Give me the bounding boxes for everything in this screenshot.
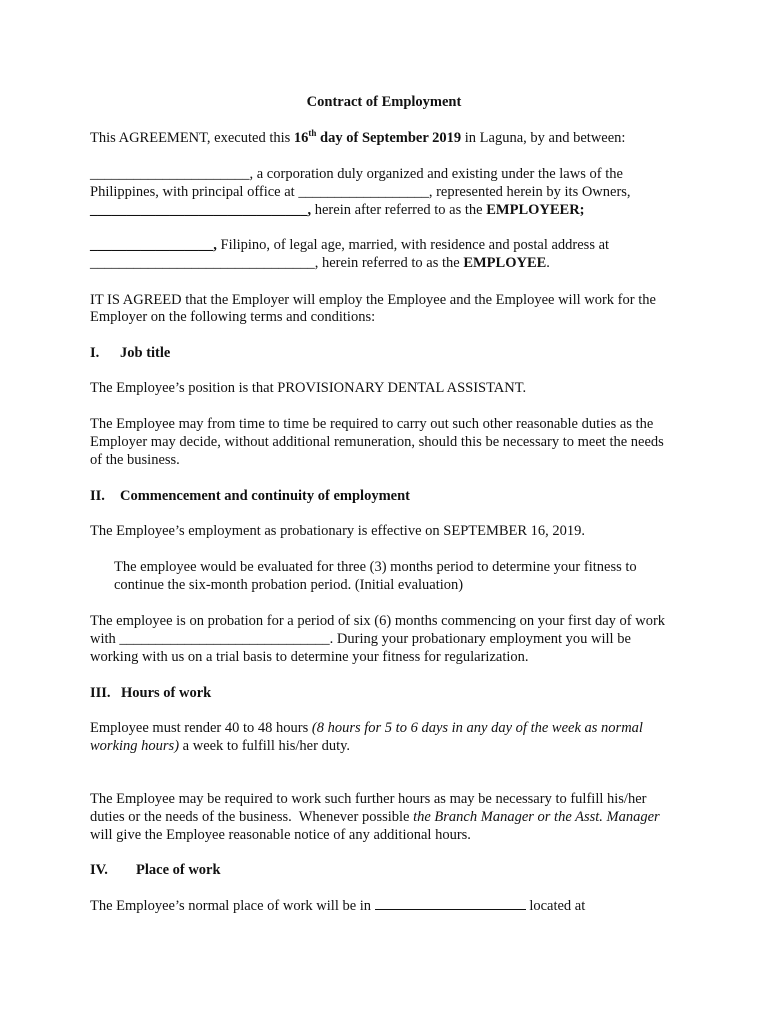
section-3-paragraph-2-line-1: The Employee may be required to work such further hours as may be necessary to fulfill his/her xyxy=(90,791,647,807)
employer-line-3 xyxy=(90,201,585,219)
intro-suffix: in Laguna, by and between: xyxy=(461,130,626,146)
agreed-line-1: IT IS AGREED that the Employer will employ the Employee and the Employee will work for the xyxy=(90,292,656,308)
intro-day-suffix: th xyxy=(308,128,317,139)
document-title: Contract of Employment xyxy=(306,94,462,110)
section-4-heading: Place of work xyxy=(136,862,221,878)
section-2-heading: Commencement and continuity of employment xyxy=(120,488,410,504)
employee-line-1 xyxy=(90,236,609,254)
employer-referred-text: herein after referred to as the xyxy=(311,202,487,218)
section-1-paragraph-1: The Employee’s position is that PROVISIONARY DENTAL ASSISTANT. xyxy=(90,380,527,396)
section-3-paragraph-2-line-2 xyxy=(90,808,660,826)
hours-duty: a week to fulfill his/her duty. xyxy=(179,738,351,754)
place-of-work-located: located at xyxy=(525,898,586,914)
section-1-paragraph-2-line-3: of the business. xyxy=(90,452,180,468)
section-3-heading: Hours of work xyxy=(121,685,212,701)
manager-reference: the Branch Manager or the Asst. Manager xyxy=(413,809,660,825)
section-1-heading: Job title xyxy=(120,345,171,361)
section-4-number: IV. xyxy=(90,862,108,878)
section-3-paragraph-1-line-1 xyxy=(90,719,643,737)
employee-description: Filipino, of legal age, married, with residence and postal address at xyxy=(216,237,610,253)
section-3-number: III. xyxy=(90,685,111,701)
intro-day: 16 xyxy=(293,130,309,146)
employee-label: EMPLOYEE xyxy=(463,255,547,271)
intro-date: day of September 2019 xyxy=(316,130,462,146)
section-2-paragraph-2-line-2: continue the six-month probation period. (Initial evaluation) xyxy=(114,577,464,593)
section-2-paragraph-3-line-2: with _____________________________. During your probationary employment you will be xyxy=(90,631,631,647)
section-2-paragraph-2-line-1: The employee would be evaluated for three (3) months period to determine your fitness to xyxy=(114,559,637,575)
hours-note-end: working hours) xyxy=(90,738,180,754)
place-of-work-text: The Employee’s normal place of work will be in xyxy=(90,898,375,914)
section-3-paragraph-1-line-2 xyxy=(90,737,350,755)
employer-line-2: Philippines, with principal office at __________________, represented herein by its Owners, xyxy=(90,184,631,200)
employee-line-2 xyxy=(90,254,550,272)
section-1-paragraph-2-line-2: Employer may decide, without additional remuneration, should this be necessary to meet the needs xyxy=(90,434,664,450)
section-1-paragraph-2-line-1: The Employee may from time to time be required to carry out such other reasonable duties as the xyxy=(90,416,654,432)
intro-line xyxy=(90,129,625,147)
employee-address-text: _______________________________, herein referred to as the xyxy=(90,255,464,271)
hours-requirement: Employee must render 40 to 48 hours xyxy=(90,720,312,736)
employer-line-1: ______________________, a corporation duly organized and existing under the laws of the xyxy=(90,166,623,182)
section-2-paragraph-3-line-1: The employee is on probation for a period of six (6) months commencing on your first day of work xyxy=(90,613,666,629)
agreed-line-2: Employer on the following terms and conditions: xyxy=(90,309,376,325)
employee-period: . xyxy=(546,255,550,271)
further-hours-text: duties or the needs of the business. Whenever possible xyxy=(90,809,414,825)
section-2-number: II. xyxy=(90,488,105,504)
place-of-work-blank xyxy=(375,897,526,910)
section-1-number: I. xyxy=(90,345,100,361)
hours-note: (8 hours for 5 to 6 days in any day of the week as normal xyxy=(311,720,643,736)
employer-owners-blank: ______________________________, xyxy=(90,202,312,218)
section-2-paragraph-1: The Employee’s employment as probationary is effective on SEPTEMBER 16, 2019. xyxy=(90,523,586,539)
employee-name-blank: _________________, xyxy=(90,237,217,253)
section-3-paragraph-2-line-3: will give the Employee reasonable notice of any additional hours. xyxy=(90,827,471,843)
section-2-paragraph-3-line-3: working with us on a trial basis to determine your fitness for regularization. xyxy=(90,649,529,665)
section-4-paragraph-1 xyxy=(90,897,585,915)
intro-prefix: This AGREEMENT, executed this xyxy=(90,130,294,146)
employer-label: EMPLOYEER; xyxy=(486,202,585,218)
